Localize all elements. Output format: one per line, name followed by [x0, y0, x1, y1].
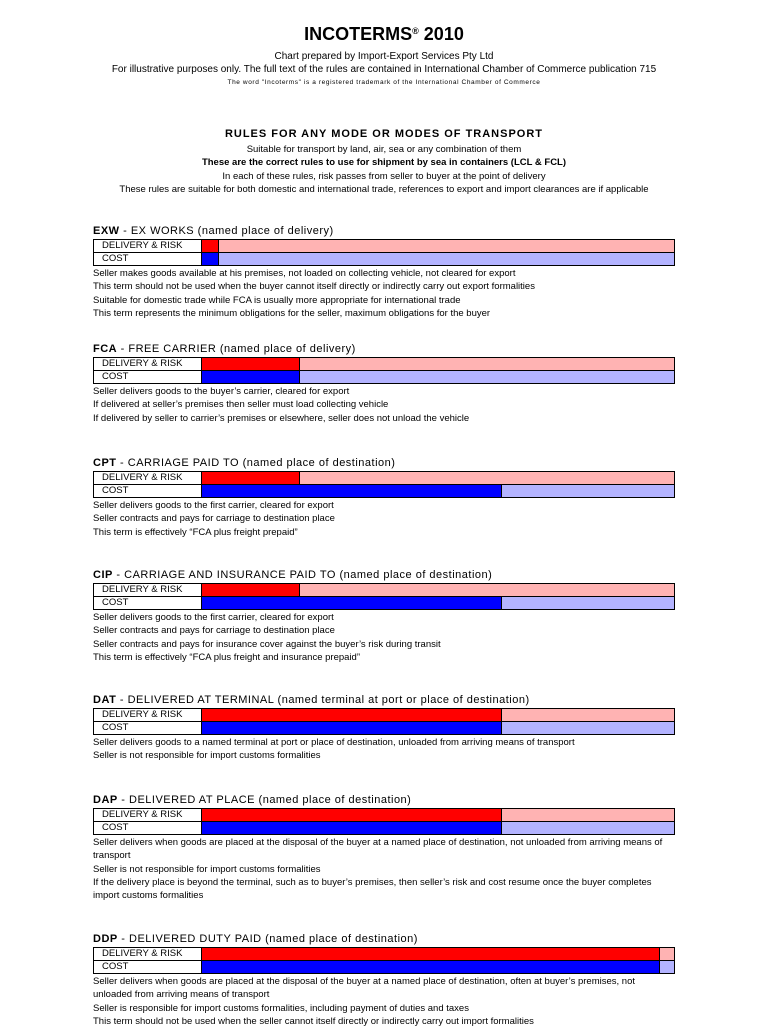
term-title: [93, 693, 675, 708]
delivery-risk-label: DELIVERY & RISK: [94, 809, 202, 821]
term-note: Seller contracts and pays for insurance cover against the buyer’s risk during transit: [93, 638, 441, 650]
term-note: Seller delivers goods to a named terminal at port or place of destination, unloaded from arriving means of transport: [93, 737, 575, 748]
cost-label: COST: [94, 597, 202, 609]
term-note: This term should not be used when the seller cannot itself directly or indirectly carry out import formalities: [93, 1015, 534, 1027]
seller-risk-bar: [202, 809, 501, 821]
buyer-risk-bar: [501, 809, 674, 821]
term-note: If the delivery place is beyond the terminal, such as to buyer’s premises, then seller’s risk and cost resume once the buyer completes import customs formalities: [93, 876, 652, 902]
delivery-risk-track: [202, 709, 674, 721]
delivery-risk-row: [94, 948, 674, 960]
term-note: This term is effectively “FCA plus freight prepaid”: [93, 526, 298, 538]
term-notes: [93, 499, 675, 539]
term-bar-chart: [93, 583, 675, 610]
term-notes: [93, 267, 675, 320]
cost-label: COST: [94, 822, 202, 834]
term-note: This term is effectively “FCA plus freight and insurance prepaid”: [93, 651, 360, 663]
rules-heading: RULES FOR ANY MODE OR MODES OF TRANSPORT: [224, 128, 544, 140]
cost-label: COST: [94, 485, 202, 497]
delivery-risk-row: [94, 240, 674, 252]
term-bar-chart: [93, 808, 675, 835]
term-note: Seller makes goods available at his premises, not loaded on collecting vehicle, not cleared for export: [93, 268, 516, 279]
term-code: CPT: [93, 457, 117, 469]
term-notes: [93, 611, 675, 664]
seller-risk-bar: [202, 472, 299, 484]
cost-row: [94, 484, 674, 497]
cost-row: [94, 370, 674, 383]
term-note: Seller delivers when goods are placed at the disposal of the buyer at a named place of destination, not unloaded from arriving means of transport: [93, 837, 663, 862]
term-section-dap: [93, 793, 675, 902]
seller-cost-bar: [202, 961, 659, 973]
delivery-risk-row: [94, 584, 674, 596]
term-section-fca: [93, 342, 675, 425]
buyer-risk-bar: [299, 584, 674, 596]
term-code: DAP: [93, 794, 118, 806]
delivery-risk-track: [202, 584, 674, 596]
term-name: - DELIVERED DUTY PAID (named place of destination): [117, 933, 418, 945]
term-name: - CARRIAGE AND INSURANCE PAID TO (named place of destination): [112, 569, 493, 581]
term-note: Seller delivers goods to the first carrier, cleared for export: [93, 612, 334, 623]
term-title: [93, 568, 675, 583]
cost-row: [94, 721, 674, 734]
delivery-risk-label: DELIVERY & RISK: [94, 584, 202, 596]
cost-track: [202, 822, 674, 834]
cost-label: COST: [94, 371, 202, 383]
buyer-cost-bar: [501, 597, 674, 609]
term-code: CIP: [93, 569, 113, 581]
delivery-risk-row: [94, 472, 674, 484]
term-section-ddp: [93, 932, 675, 1028]
term-name: - FREE CARRIER (named place of delivery): [117, 343, 356, 355]
term-bar-chart: [93, 947, 675, 974]
seller-risk-bar: [202, 584, 299, 596]
cost-row: [94, 821, 674, 834]
seller-risk-bar: [202, 358, 299, 370]
seller-risk-bar: [202, 709, 501, 721]
delivery-risk-label: DELIVERY & RISK: [94, 358, 202, 370]
delivery-risk-track: [202, 358, 674, 370]
term-note: Seller delivers goods to the first carrier, cleared for export: [93, 500, 334, 511]
prepared-by: Chart prepared by Import-Export Services Pty Ltd: [274, 51, 494, 62]
term-bar-chart: [93, 357, 675, 384]
buyer-risk-bar: [218, 240, 674, 252]
term-code: FCA: [93, 343, 118, 355]
illustrative-note: For illustrative purposes only. The full text of the rules are contained in International Chamber of Commerce publication 715: [111, 64, 657, 75]
seller-cost-bar: [202, 597, 501, 609]
term-note: Seller is not responsible for import customs formalities: [93, 863, 321, 875]
delivery-risk-row: [94, 358, 674, 370]
term-notes: [93, 975, 675, 1028]
delivery-risk-label: DELIVERY & RISK: [94, 948, 202, 960]
buyer-cost-bar: [501, 722, 674, 734]
buyer-cost-bar: [218, 253, 674, 265]
seller-risk-bar: [202, 948, 659, 960]
trademark-note: The word "Incoterms" is a registered trademark of the International Chamber of Commerce: [227, 79, 541, 86]
term-title: [93, 342, 675, 357]
seller-cost-bar: [202, 371, 299, 383]
term-notes: [93, 836, 675, 902]
seller-cost-bar: [202, 722, 501, 734]
delivery-risk-label: DELIVERY & RISK: [94, 472, 202, 484]
rules-line-1: Suitable for transport by land, air, sea or any combination of them: [246, 144, 522, 155]
term-title: [93, 224, 675, 239]
term-note: If delivered by seller to carrier’s premises or elsewhere, seller does not unload the vehicle: [93, 412, 470, 424]
term-title: [93, 793, 675, 808]
term-note: Seller delivers goods to the buyer’s carrier, cleared for export: [93, 386, 350, 397]
buyer-risk-bar: [299, 358, 674, 370]
seller-cost-bar: [202, 253, 218, 265]
rules-line-2: These are the correct rules to use for shipment by sea in containers (LCL & FCL): [201, 157, 567, 168]
cost-track: [202, 722, 674, 734]
registered-mark: ®: [412, 26, 419, 36]
term-name: - EX WORKS (named place of delivery): [119, 225, 334, 237]
title-text: INCOTERMS: [304, 24, 413, 44]
cost-label: COST: [94, 722, 202, 734]
buyer-cost-bar: [501, 822, 674, 834]
term-name: - DELIVERED AT PLACE (named place of destination): [117, 794, 412, 806]
delivery-risk-track: [202, 240, 674, 252]
cost-track: [202, 253, 674, 265]
term-title: [93, 932, 675, 947]
term-bar-chart: [93, 239, 675, 266]
term-title: [93, 456, 675, 471]
term-note: If delivered at seller’s premises then seller must load collecting vehicle: [93, 399, 389, 411]
cost-track: [202, 961, 674, 973]
term-code: DAT: [93, 694, 117, 706]
title-year: 2010: [418, 24, 464, 44]
term-section-cip: [93, 568, 675, 664]
term-note: Seller is responsible for import customs formalities, including payment of duties and taxes: [93, 1002, 469, 1014]
term-note: Seller contracts and pays for carriage to destination place: [93, 625, 335, 637]
term-notes: [93, 736, 675, 763]
cost-track: [202, 485, 674, 497]
buyer-risk-bar: [299, 472, 674, 484]
term-bar-chart: [93, 471, 675, 498]
term-notes: [93, 385, 675, 425]
term-note: Seller delivers when goods are placed at the disposal of the buyer at a named place of destination, often at buyer’s premises, not unloaded from arriving means of transport: [93, 976, 636, 1001]
rules-line-4: These rules are suitable for both domestic and international trade, references to export and import clearances are if applicable: [119, 184, 649, 195]
cost-row: [94, 960, 674, 973]
term-note: This term represents the minimum obligations for the seller, maximum obligations for the buyer: [93, 307, 491, 319]
term-note: Seller is not responsible for import customs formalities: [93, 750, 321, 762]
seller-cost-bar: [202, 485, 501, 497]
rules-line-3: In each of these rules, risk passes from seller to buyer at the point of delivery: [222, 171, 546, 182]
buyer-risk-bar: [659, 948, 674, 960]
delivery-risk-track: [202, 472, 674, 484]
page-title: [0, 24, 768, 45]
term-note: Suitable for domestic trade while FCA is usually more appropriate for international trade: [93, 294, 461, 306]
buyer-cost-bar: [299, 371, 674, 383]
term-code: DDP: [93, 933, 118, 945]
term-note: Seller contracts and pays for carriage to destination place: [93, 513, 335, 525]
cost-row: [94, 252, 674, 265]
term-section-dat: [93, 693, 675, 763]
cost-track: [202, 597, 674, 609]
delivery-risk-label: DELIVERY & RISK: [94, 709, 202, 721]
cost-row: [94, 596, 674, 609]
seller-risk-bar: [202, 240, 218, 252]
term-name: - CARRIAGE PAID TO (named place of destination): [116, 457, 396, 469]
cost-track: [202, 371, 674, 383]
delivery-risk-label: DELIVERY & RISK: [94, 240, 202, 252]
buyer-cost-bar: [659, 961, 674, 973]
buyer-cost-bar: [501, 485, 674, 497]
term-name: - DELIVERED AT TERMINAL (named terminal at port or place of destination): [116, 694, 530, 706]
term-code: EXW: [93, 225, 120, 237]
seller-cost-bar: [202, 822, 501, 834]
term-note: This term should not be used when the buyer cannot itself directly or indirectly carry out export formalities: [93, 281, 535, 293]
term-section-exw: [93, 224, 675, 320]
cost-label: COST: [94, 961, 202, 973]
buyer-risk-bar: [501, 709, 674, 721]
delivery-risk-row: [94, 809, 674, 821]
delivery-risk-track: [202, 948, 674, 960]
term-section-cpt: [93, 456, 675, 539]
delivery-risk-row: [94, 709, 674, 721]
cost-label: COST: [94, 253, 202, 265]
term-bar-chart: [93, 708, 675, 735]
delivery-risk-track: [202, 809, 674, 821]
